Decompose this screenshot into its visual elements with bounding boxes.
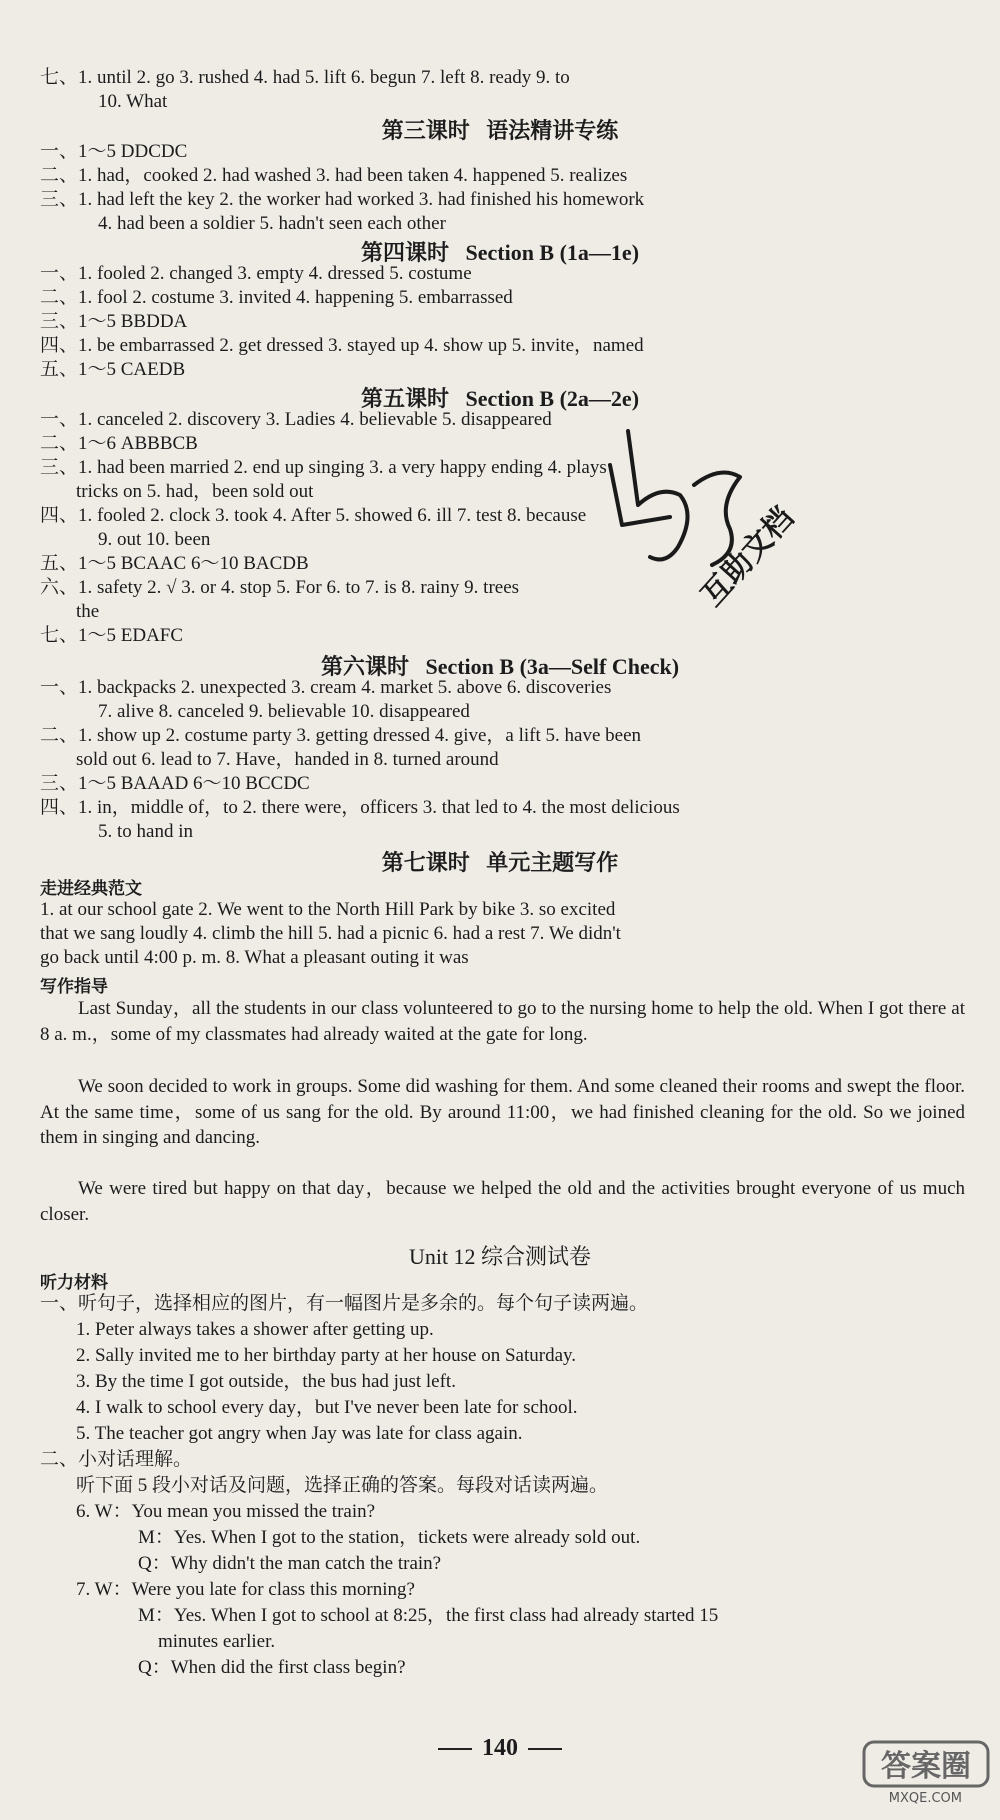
handwritten-stamp-logo xyxy=(600,425,801,650)
answer-line: 4. had been a soldier 5. hadn't seen each other xyxy=(98,213,446,234)
watermark-url: MXQE.COM xyxy=(888,1791,962,1806)
answer-line: 二、1. fool 2. costume 3. invited 4. happening 5. embarrassed xyxy=(40,287,513,308)
answer-line: 7. alive 8. canceled 9. believable 10. disappeared xyxy=(98,701,470,722)
answer-line: 三、1～5 BBDDA xyxy=(40,311,188,332)
answer-line: 七、1～5 EDAFC xyxy=(40,625,184,646)
listening-sentence: 2. Sally invited me to her birthday party at her house on Saturday. xyxy=(76,1345,577,1366)
answer-line: 一、1. fooled 2. changed 3. empty 4. dressed 5. costume xyxy=(40,263,472,284)
section-heading: 听力材料 xyxy=(40,1273,108,1293)
watermark-logo xyxy=(862,1738,990,1812)
answer-line: 1. at our school gate 2. We went to the North Hill Park by bike 3. so excited xyxy=(40,899,616,920)
listening-sentence: 3. By the time I got outside，the bus had just left. xyxy=(76,1371,456,1392)
answer-line: 五、1～5 CAEDB xyxy=(40,359,186,380)
answer-line: 三、1. had been married 2. end up singing 3. a very happy ending 4. plays xyxy=(40,457,607,478)
section-heading: 走进经典范文 xyxy=(40,879,142,899)
answer-line: 10. What xyxy=(98,91,168,112)
page-number: 140 xyxy=(482,1735,518,1761)
listening-sentence: 1. Peter always takes a shower after getting up. xyxy=(76,1319,434,1340)
answer-line: 一、1～5 DDCDC xyxy=(40,141,188,162)
stamp-text: 互助文档 xyxy=(694,500,801,614)
answer-line: 二、1～6 ABBBCB xyxy=(40,433,198,454)
section-heading: 写作指导 xyxy=(40,977,108,997)
answer-line: that we sang loudly 4. climb the hill 5. had a picnic 6. had a rest 7. We didn't xyxy=(40,923,621,944)
answer-line: 三、1～5 BAAAD 6～10 BCCDC xyxy=(40,773,310,794)
essay-paragraph: We soon decided to work in groups. Some did washing for them. And some cleaned their rooms and swept the floor. At the same time，some of us sang for the old. By around 11:00，we had finished cleaning for the old. So we joined them in singing and dancing. xyxy=(40,1076,965,1148)
answer-line: sold out 6. lead to 7. Have，handed in 8. turned around xyxy=(76,749,499,770)
answer-line: go back until 4:00 p. m. 8. What a pleasant outing it was xyxy=(40,947,469,968)
dialogue-line: M：Yes. When I got to school at 8:25，the first class had already started 15 xyxy=(138,1605,719,1626)
lesson-title: 第五课时 Section B (2a—2e) xyxy=(360,386,640,411)
answer-line: 五、1～5 BCAAC 6～10 BACDB xyxy=(40,553,309,574)
answer-line: 一、1. backpacks 2. unexpected 3. cream 4. market 5. above 6. discoveries xyxy=(40,677,612,698)
answer-line: 四、1. be embarrassed 2. get dressed 3. stayed up 4. show up 5. invite，named xyxy=(40,335,644,356)
answer-line: 9. out 10. been xyxy=(98,529,211,550)
dialogue-line: 7. W：Were you late for class this morning? xyxy=(76,1579,415,1600)
page-footer xyxy=(0,1735,1000,1762)
essay-paragraph: Last Sunday，all the students in our class volunteered to go to the nursing home to help the old. When I got there at 8 a. m.，some of my classmates had already waited at the gate for long. xyxy=(40,998,965,1045)
watermark-text: 答案圈 xyxy=(881,1749,971,1784)
answer-line: 二、1. had，cooked 2. had washed 3. had been taken 4. happened 5. realizes xyxy=(40,165,628,186)
essay-paragraph: We were tired but happy on that day，because we helped the old and the activities brought everyone of us much closer. xyxy=(40,1178,965,1225)
dialogue-line: M：Yes. When I got to the station，tickets were already sold out. xyxy=(138,1527,641,1548)
answer-line: tricks on 5. had，been sold out xyxy=(76,481,314,502)
lesson-title: 第六课时 Section B (3a—Self Check) xyxy=(320,654,680,679)
answer-line: 四、1. fooled 2. clock 3. took 4. After 5. showed 6. ill 7. test 8. because xyxy=(40,505,587,526)
instruction-line: 听下面 5 段小对话及问题，选择正确的答案。每段对话读两遍。 xyxy=(76,1475,609,1496)
instruction-line: 二、小对话理解。 xyxy=(40,1449,193,1470)
listening-sentence: 4. I walk to school every day，but I've never been late for school. xyxy=(76,1397,578,1418)
lesson-title: 第七课时 单元主题写作 xyxy=(381,850,619,875)
dialogue-line: minutes earlier. xyxy=(158,1631,276,1652)
unit-test-title: Unit 12 综合测试卷 xyxy=(408,1244,592,1269)
answer-line: 一、1. canceled 2. discovery 3. Ladies 4. believable 5. disappeared xyxy=(40,409,552,430)
answer-line: the xyxy=(76,601,100,622)
answer-line: 七、1. until 2. go 3. rushed 4. had 5. lift 6. begun 7. left 8. ready 9. to xyxy=(40,67,570,88)
dialogue-line: 6. W：You mean you missed the train? xyxy=(76,1501,376,1522)
lesson-title: 第三课时 语法精讲专练 xyxy=(381,118,619,143)
answer-line: 六、1. safety 2. √ 3. or 4. stop 5. For 6. to 7. is 8. rainy 9. trees xyxy=(40,577,520,598)
answer-line: 二、1. show up 2. costume party 3. getting dressed 4. give，a lift 5. have been xyxy=(40,725,642,746)
listening-sentence: 5. The teacher got angry when Jay was late for class again. xyxy=(76,1423,523,1444)
lesson-title: 第四课时 Section B (1a—1e) xyxy=(360,240,640,265)
answer-line: 三、1. had left the key 2. the worker had worked 3. had finished his homework xyxy=(40,189,645,210)
instruction-line: 一、听句子，选择相应的图片，有一幅图片是多余的。每个句子读两遍。 xyxy=(40,1293,649,1314)
dialogue-line: Q：When did the first class begin? xyxy=(138,1657,406,1678)
answer-line: 四、1. in，middle of，to 2. there were，officers 3. that led to 4. the most delicious xyxy=(40,797,680,818)
answer-line: 5. to hand in xyxy=(98,821,193,842)
dialogue-line: Q：Why didn't the man catch the train? xyxy=(138,1553,442,1574)
